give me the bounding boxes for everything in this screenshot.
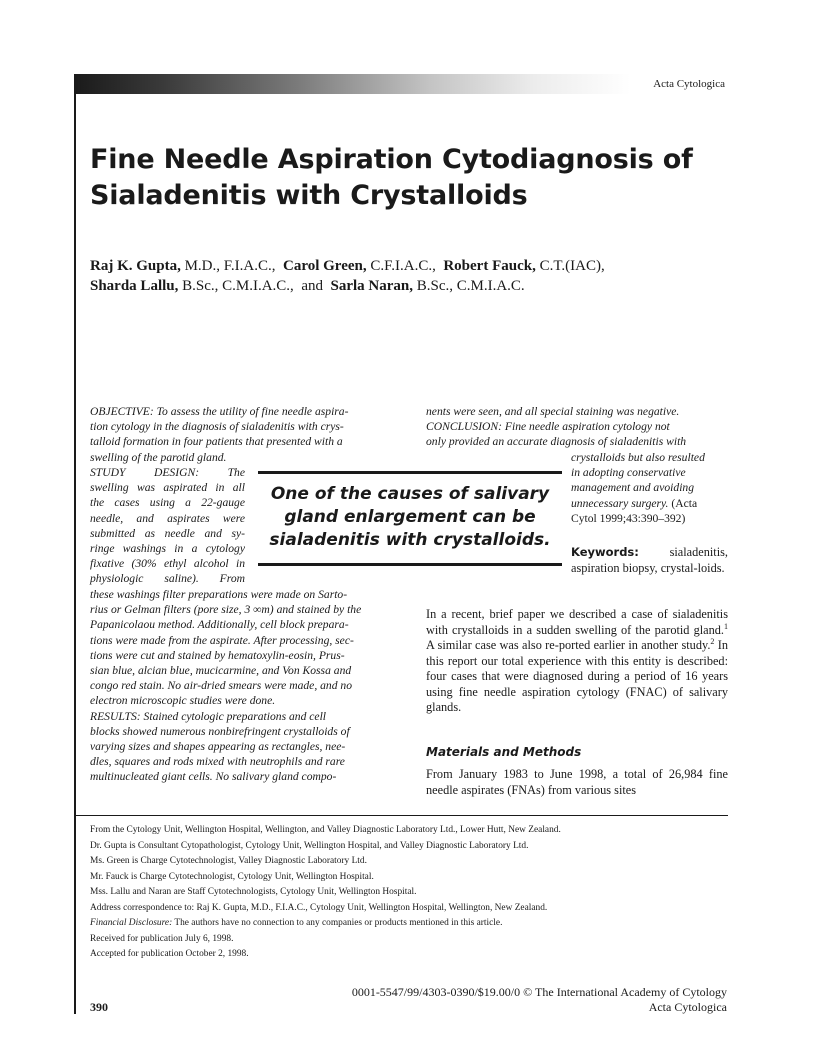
abstract-line: the cases using a 22-gauge: [90, 496, 245, 510]
abstract-line: STUDY DESIGN: The: [90, 466, 245, 479]
copyright-line: 0001-5547/99/4303-0390/$19.00/0 © The International Academy of Cytology: [351, 985, 727, 999]
abstract-line: tion cytology in the diagnosis of sialadenitis with crys-: [90, 420, 344, 434]
abstract-line: [571, 496, 728, 511]
abstract-line: nents were seen, and all special staining was negative.: [426, 405, 680, 418]
page-number: 390: [90, 1000, 108, 1014]
abstract-line: dles, squares and rods mixed with neutrophils and rare: [90, 755, 345, 769]
abstract-line: electron microscopic studies were done.: [90, 694, 276, 708]
abstract-wide-block: [90, 587, 392, 785]
footnote: Ms. Green is Charge Cytotechnologist, Valley Diagnostic Laboratory Ltd.: [90, 856, 367, 866]
author-name: Raj K. Gupta,: [90, 258, 181, 274]
methods-paragraph: [426, 767, 728, 798]
author-name: Carol Green,: [283, 258, 367, 274]
abstract-line: talloid formation in four patients that presented with a: [90, 435, 343, 449]
author-name: Sarla Naran,: [330, 278, 413, 294]
abstract-right-narrow-block: [571, 450, 728, 526]
intro-text: A similar case was also re-ported earlier in another study.: [426, 638, 711, 652]
abstract-line: rius or Gelman filters (pore size, 3 ∞m) and stained by the: [90, 603, 362, 617]
abstract-right-top-block: [426, 404, 728, 450]
author-credentials: C.F.I.A.C.,: [366, 258, 436, 274]
financial-disclosure-label: Financial Disclosure:: [90, 918, 173, 928]
abstract-line: physiologic saline). From: [90, 572, 245, 586]
pull-quote-top-rule: [258, 471, 562, 474]
intro-text: In a recent, brief paper we described a case of sialadenitis with crystalloids in a sudden swelling of the parotid gland.: [426, 607, 728, 637]
abstract-line: congo red stain. No air-dried smears were made, and no: [90, 679, 353, 693]
abstract-line: swelling was aspirated in all: [90, 481, 245, 495]
author-conjunction: and: [301, 278, 323, 294]
abstract-line: OBJECTIVE: To assess the utility of fine needle aspira-: [90, 405, 349, 418]
author-credentials: B.Sc., C.M.I.A.C.: [412, 278, 525, 294]
section-heading-methods: Materials and Methods: [426, 745, 582, 759]
pull-quote-line: sialadenitis with crystalloids.: [269, 530, 551, 550]
footnote: Mss. Lallu and Naran are Staff Cytotechnologists, Cytology Unit, Wellington Hospital.: [90, 887, 417, 897]
abstract-top-block: [90, 404, 392, 465]
footnote: [90, 916, 730, 932]
abstract-line: ringe washings in a cytology: [90, 542, 245, 556]
abstract-line: fixative (30% ethyl alcohol in: [90, 557, 245, 571]
author-credentials: C.T.(IAC),: [535, 258, 605, 274]
abstract-line: these washings filter preparations were made on Sarto-: [90, 588, 348, 601]
abstract-line: swelling of the parotid gland.: [90, 450, 227, 464]
financial-disclosure-text: The authors have no connection to any companies or products mentioned in this article.: [172, 918, 503, 928]
abstract-line: in adopting conservative: [571, 466, 686, 480]
abstract-conclusion-end: unnecessary surgery.: [571, 496, 669, 510]
left-margin-rule: [74, 74, 76, 1014]
pull-quote: [262, 483, 558, 552]
footnote: Dr. Gupta is Consultant Cytopathologist, Cytology Unit, Wellington Hospital, and Valley Diagnostic Laboratory Ltd.: [90, 840, 529, 851]
pull-quote-line: One of the causes of salivary: [270, 484, 550, 504]
author-name: Robert Fauck,: [443, 258, 536, 274]
keywords-list: sialadenitis, aspiration biopsy, crystal-loids.: [571, 545, 728, 575]
reference-marker: 1: [724, 621, 728, 631]
article-title: [90, 142, 730, 214]
abstract-line: varying sizes and shapes appearing as rectangles, nee-: [90, 740, 346, 754]
abstract-line: management and avoiding: [571, 481, 695, 495]
intro-paragraph: [426, 607, 728, 716]
footnote: From the Cytology Unit, Wellington Hospital, Wellington, and Valley Diagnostic Laboratory Ltd., Lower Hutt, New Zealand.: [90, 825, 561, 835]
reference-marker: 2: [710, 636, 715, 646]
running-header-journal: Acta Cytologica: [653, 78, 725, 90]
footnote: Accepted for publication October 2, 1998.: [90, 949, 249, 959]
abstract-line: only provided an accurate diagnosis of sialadenitis with: [426, 435, 687, 449]
title-line-2: Sialadenitis with Crystalloids: [90, 180, 528, 211]
pull-quote-bottom-rule: [258, 563, 562, 566]
author-credentials: M.D., F.I.A.C.,: [180, 258, 276, 274]
abstract-line: multinucleated giant cells. No salivary gland compo-: [90, 770, 337, 784]
abstract-line: Papanicolaou method. Additionally, cell block prepara-: [90, 618, 349, 632]
author-credentials: B.Sc., C.M.I.A.C.,: [178, 278, 294, 294]
abstract-line: tions were cut and stained by hematoxylin-eosin, Prus-: [90, 648, 345, 662]
footnote: Address correspondence to: Raj K. Gupta, M.D., F.I.A.C., Cytology Unit, Wellington Hospital, Wellington, New Zealand.: [90, 902, 548, 913]
abstract-line: RESULTS: Stained cytologic preparations and cell: [90, 709, 327, 723]
abstract-line: crystalloids but also resulted: [571, 451, 705, 464]
abstract-line: submitted as needle and sy-: [90, 526, 245, 540]
keywords-label: Keywords:: [571, 545, 639, 559]
running-footer-journal: Acta Cytologica: [648, 1000, 727, 1014]
abstract-line: blocks showed numerous nonbirefringent crystalloids of: [90, 724, 350, 738]
abstract-line: needle, and aspirates were: [90, 511, 245, 525]
footnote-rule: [76, 815, 728, 816]
keywords: [571, 545, 728, 576]
methods-text: From January 1983 to June 1998, a total of 26,984 fine needle aspirates (FNAs) from various sites: [426, 767, 728, 797]
abstract-line: CONCLUSION: Fine needle aspiration cytology not: [426, 420, 670, 434]
abstract-line: tions were made from the aspirate. After processing, sec-: [90, 633, 354, 647]
author-list: [90, 256, 770, 296]
footnotes: [90, 823, 730, 963]
title-line-1: Fine Needle Aspiration Cytodiagnosis of: [90, 144, 693, 175]
citation-start: (Acta: [668, 496, 698, 510]
abstract-line: sian blue, alcian blue, mucicarmine, and Von Kossa and: [90, 664, 352, 678]
abstract-narrow-block: [90, 465, 245, 587]
pull-quote-line: gland enlargement can be: [284, 507, 536, 527]
author-name: Sharda Lallu,: [90, 278, 179, 294]
citation-line: Cytol 1999;43:390–392): [571, 511, 686, 525]
intro-text: In this report our total experience with this entity is described: four cases that were diagnosed during a period of 16 years using fine needle aspiration cytology (FNAC) of salivary glands.: [426, 638, 728, 714]
footnote: Mr. Fauck is Charge Cytotechnologist, Cytology Unit, Wellington Hospital.: [90, 871, 374, 882]
footnote: Received for publication July 6, 1998.: [90, 933, 234, 944]
